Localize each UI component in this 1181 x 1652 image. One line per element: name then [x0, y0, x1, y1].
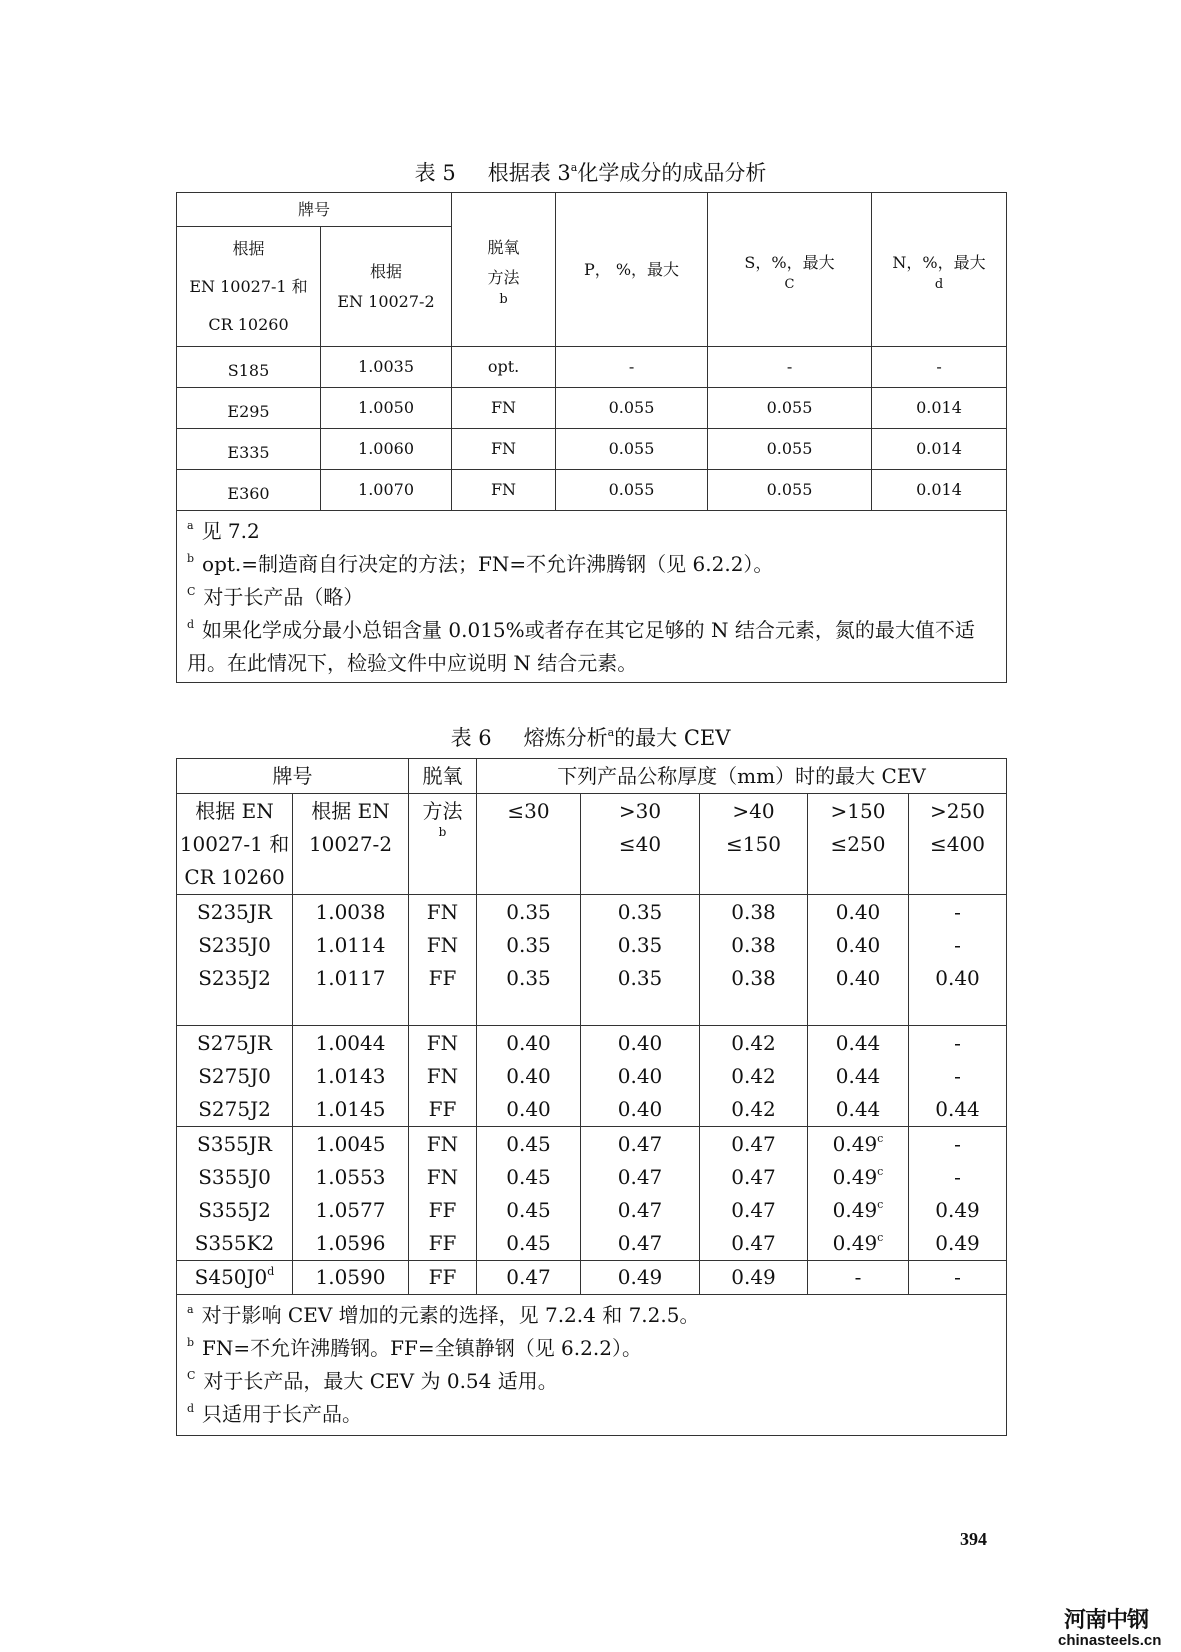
- table6-header-grade: 牌号: [177, 759, 409, 794]
- cell-t1: 0.40 0.40 0.40: [477, 1026, 581, 1127]
- table5-header-deox: 脱氧 方法 b: [452, 193, 556, 347]
- cell-s: 0.055: [708, 470, 872, 511]
- table6-header-t4: >150 ≤250: [808, 794, 909, 895]
- cell-grade: E295: [177, 388, 321, 429]
- cell-number: 1.0590: [293, 1261, 409, 1295]
- table-row: [177, 1261, 1007, 1295]
- cell-number: 1.0060: [321, 429, 452, 470]
- cell-t4: 0.44 0.44 0.44: [808, 1026, 909, 1127]
- cell-t3: 0.42 0.42 0.42: [700, 1026, 808, 1127]
- cell-deox: FN FN FF: [409, 895, 477, 1026]
- footnote: $^b$ opt.=制造商自行决定的方法；FN=不允许沸腾钢（见 6.2.2）。: [187, 552, 774, 576]
- cell-n: 0.014: [872, 429, 1007, 470]
- cell-grades: S275JR S275J0 S275J2: [177, 1026, 293, 1127]
- table-row: [177, 429, 1007, 470]
- cell-p: 0.055: [556, 470, 708, 511]
- cell-grades: S235JR S235J0 S235J2: [177, 895, 293, 1026]
- cell-t2: 0.47 0.47 0.47 0.47: [581, 1127, 700, 1261]
- footnote: $^d$ 只适用于长产品。: [187, 1402, 363, 1426]
- cell-grade: E360: [177, 470, 321, 511]
- cell-n: 0.014: [872, 470, 1007, 511]
- cell-t2: 0.49: [581, 1261, 700, 1295]
- cell-t4: -: [808, 1261, 909, 1295]
- cell-grade: S185: [177, 347, 321, 388]
- cell-p: 0.055: [556, 429, 708, 470]
- table5-header-std2: 根据 EN 10027-2: [321, 227, 452, 347]
- table6: [176, 758, 1007, 1436]
- cell-n: -: [872, 347, 1007, 388]
- cell-s: -: [708, 347, 872, 388]
- footnote: $^C$ 对于长产品，最大 CEV 为 0.54 适用。: [187, 1369, 558, 1393]
- footnote: $^d$ 如果化学成分最小总铝含量 0.015%或者存在其它足够的 N 结合元素，氮的最大值不适用。在此情况下，检验文件中应说明 N 结合元素。: [187, 618, 975, 675]
- cell-t5: - - 0.40: [909, 895, 1007, 1026]
- cell-s: 0.055: [708, 388, 872, 429]
- cell-p: -: [556, 347, 708, 388]
- table-row-group: [177, 895, 1007, 1026]
- table5-header-n: N，%，最大 d: [872, 193, 1007, 347]
- cell-deox: FN: [452, 388, 556, 429]
- cell-t4: 0.49$^c$ 0.49$^c$ 0.49$^c$ 0.49$^c$: [808, 1127, 909, 1261]
- cell-t2: 0.35 0.35 0.35: [581, 895, 700, 1026]
- table6-header-deox-top: 脱氧: [409, 759, 477, 794]
- table5-footnotes: [177, 511, 1007, 683]
- cell-n: 0.014: [872, 388, 1007, 429]
- table-row: [177, 347, 1007, 388]
- cell-deox: FF: [409, 1261, 477, 1295]
- table6-header-std1: 根据 EN 10027-1 和 CR 10260: [177, 794, 293, 895]
- table6-header-t1: ≤30: [477, 794, 581, 895]
- table5-header-s: S，%，最大 C: [708, 193, 872, 347]
- cell-t5: -: [909, 1261, 1007, 1295]
- table-row-group: [177, 1127, 1007, 1261]
- cell-numbers: 1.0045 1.0553 1.0577 1.0596: [293, 1127, 409, 1261]
- cell-t5: - - 0.49 0.49: [909, 1127, 1007, 1261]
- table6-caption-text: 熔炼分析: [523, 726, 608, 750]
- cell-t2: 0.40 0.40 0.40: [581, 1026, 700, 1127]
- table5-header-std1: 根据 EN 10027-1 和 CR 10260: [177, 227, 321, 347]
- table6-header-t3: >40 ≤150: [700, 794, 808, 895]
- table5-caption-sup: a: [570, 161, 578, 174]
- cell-deox: FN FN FF: [409, 1026, 477, 1127]
- cell-deox: FN: [452, 429, 556, 470]
- table6-header-deox-bottom: 方法 b: [409, 794, 477, 895]
- table6-header-std2: 根据 EN 10027-2: [293, 794, 409, 895]
- table6-header-thickness: 下列产品公称厚度（mm）时的最大 CEV: [477, 759, 1007, 794]
- table6-caption-sup: a: [607, 726, 615, 739]
- table5-caption: [0, 160, 1181, 186]
- table5-caption-text: 根据表 3: [487, 161, 571, 185]
- cell-grade: E335: [177, 429, 321, 470]
- cell-t1: 0.45 0.45 0.45 0.45: [477, 1127, 581, 1261]
- cell-deox: FN: [452, 470, 556, 511]
- cell-t1: 0.35 0.35 0.35: [477, 895, 581, 1026]
- cell-grades: S355JR S355J0 S355J2 S355K2: [177, 1127, 293, 1261]
- table5: [176, 192, 1007, 683]
- cell-t1: 0.47: [477, 1261, 581, 1295]
- cell-p: 0.055: [556, 388, 708, 429]
- table6-caption-rest: 的最大 CEV: [614, 726, 731, 750]
- cell-t4: 0.40 0.40 0.40: [808, 895, 909, 1026]
- page-number: 394: [960, 1529, 987, 1549]
- cell-s: 0.055: [708, 429, 872, 470]
- table6-caption-number: 表 6: [450, 726, 492, 750]
- table6-header-t2: >30 ≤40: [581, 794, 700, 895]
- table5-header-grade: 牌号: [177, 193, 452, 227]
- table-row: [177, 388, 1007, 429]
- cell-t3: 0.38 0.38 0.38: [700, 895, 808, 1026]
- table6-caption: [0, 725, 1181, 751]
- table5-caption-rest: 化学成分的成品分析: [577, 161, 767, 185]
- cell-numbers: 1.0044 1.0143 1.0145: [293, 1026, 409, 1127]
- footnote: $^a$ 见 7.2: [187, 519, 260, 543]
- cell-number: 1.0050: [321, 388, 452, 429]
- cell-grade: S450J0$^d$: [177, 1261, 293, 1295]
- cell-t3: 0.47 0.47 0.47 0.47: [700, 1127, 808, 1261]
- cell-t5: - - 0.44: [909, 1026, 1007, 1127]
- table6-header-t5: >250 ≤400: [909, 794, 1007, 895]
- watermark-logo: 河南中钢: [1064, 1608, 1149, 1633]
- cell-t3: 0.49: [700, 1261, 808, 1295]
- footnote: $^C$ 对于长产品（略）: [187, 585, 364, 609]
- watermark-site: chinasteels.cn: [1058, 1632, 1162, 1649]
- cell-number: 1.0070: [321, 470, 452, 511]
- table5-caption-number: 表 5: [414, 161, 456, 185]
- table-row: [177, 470, 1007, 511]
- table-row-group: [177, 1026, 1007, 1127]
- footnote: $^a$ 对于影响 CEV 增加的元素的选择，见 7.2.4 和 7.2.5。: [187, 1303, 700, 1327]
- table5-header-p: P， %，最大: [556, 193, 708, 347]
- cell-number: 1.0035: [321, 347, 452, 388]
- cell-numbers: 1.0038 1.0114 1.0117: [293, 895, 409, 1026]
- cell-deox: FN FN FF FF: [409, 1127, 477, 1261]
- cell-deox: opt.: [452, 347, 556, 388]
- table6-footnotes: [177, 1295, 1007, 1436]
- footnote: $^b$ FN=不允许沸腾钢。FF=全镇静钢（见 6.2.2）。: [187, 1336, 642, 1360]
